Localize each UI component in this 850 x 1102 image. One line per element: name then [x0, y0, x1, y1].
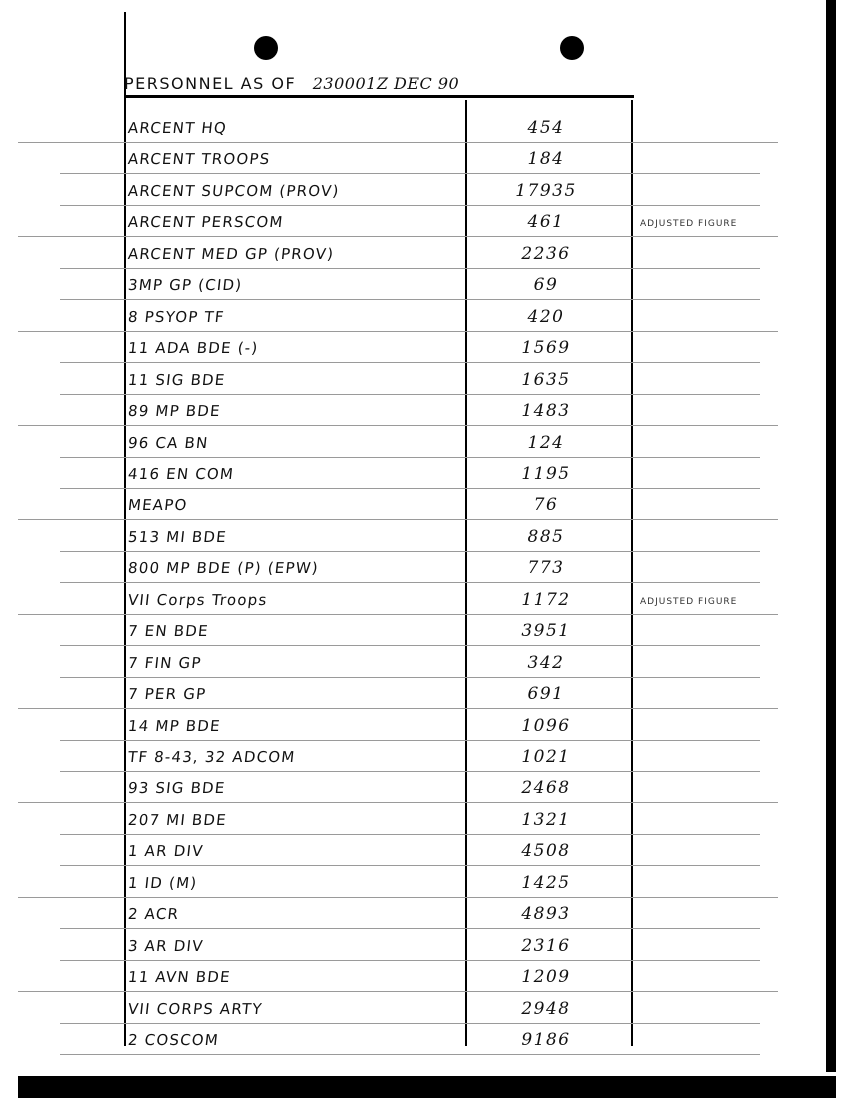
table-row [0, 804, 850, 835]
personnel-count: 2316 [521, 935, 571, 956]
header-date: 230001Z DEC 90 [312, 74, 460, 93]
table-row [0, 112, 850, 143]
personnel-count: 773 [527, 558, 565, 579]
unit-label: ARCENT SUPCOM (PROV) [127, 181, 341, 200]
table-row [0, 206, 850, 237]
unit-label: 14 MP BDE [127, 716, 222, 735]
unit-label: 513 MI BDE [127, 527, 228, 546]
personnel-count: 1172 [521, 589, 571, 610]
unit-label: MEAPO [127, 496, 189, 515]
punch-hole-left [254, 36, 278, 60]
punch-hole-right [560, 36, 584, 60]
header-rule [124, 95, 634, 98]
personnel-count: 1209 [521, 967, 571, 988]
unit-label: 8 PSYOP TF [127, 307, 226, 326]
table-row [0, 584, 850, 615]
personnel-count: 2948 [521, 998, 571, 1019]
personnel-count: 1483 [521, 401, 571, 422]
table-row [0, 489, 850, 520]
personnel-count: 76 [533, 495, 559, 516]
table-row [0, 238, 850, 269]
unit-label: TF 8-43, 32 ADCOM [127, 748, 297, 766]
unit-label: 7 FIN GP [127, 653, 203, 672]
personnel-count: 184 [527, 149, 565, 170]
row-rule [60, 1054, 760, 1055]
adjusted-note: ADJUSTED FIGURE [640, 596, 738, 607]
unit-label: ARCENT PERSCOM [127, 213, 285, 232]
unit-label: 1 AR DIV [127, 842, 205, 861]
unit-label: VII Corps Troops [127, 590, 269, 609]
table-row [0, 301, 850, 332]
table-row [0, 898, 850, 929]
adjusted-note: ADJUSTED FIGURE [640, 219, 738, 230]
table-row [0, 835, 850, 866]
personnel-count: 2236 [521, 243, 571, 264]
unit-label: 11 AVN BDE [127, 968, 232, 987]
personnel-count: 3951 [521, 621, 571, 642]
personnel-count: 1635 [521, 369, 571, 390]
table-row [0, 615, 850, 646]
personnel-count: 420 [527, 306, 565, 327]
table-row [0, 930, 850, 961]
table-row [0, 269, 850, 300]
personnel-count: 691 [527, 684, 565, 705]
personnel-count: 1021 [521, 747, 571, 767]
unit-label: 800 MP BDE (P) (EPW) [127, 559, 320, 578]
unit-label: 3 AR DIV [127, 936, 205, 955]
table-row [0, 867, 850, 898]
table-row [0, 647, 850, 678]
table-row [0, 993, 850, 1024]
personnel-count: 1195 [521, 463, 571, 484]
table-row [0, 710, 850, 741]
personnel-count: 4508 [521, 841, 571, 862]
personnel-count: 9186 [521, 1030, 571, 1051]
unit-label: 2 ACR [127, 905, 181, 924]
table-row [0, 521, 850, 552]
table-row [0, 395, 850, 426]
unit-label: 7 EN BDE [127, 622, 210, 641]
personnel-count: 69 [533, 275, 559, 296]
unit-label: ARCENT TROOPS [127, 150, 272, 169]
personnel-count: 1425 [521, 872, 571, 893]
unit-label: ARCENT HQ [127, 119, 228, 137]
table-row [0, 961, 850, 992]
personnel-count: 885 [527, 526, 565, 547]
table-row [0, 175, 850, 206]
personnel-count: 342 [527, 652, 565, 673]
page-header [124, 74, 459, 93]
table-row [0, 427, 850, 458]
unit-label: 1 ID (M) [127, 873, 199, 892]
table-row [0, 458, 850, 489]
personnel-count: 461 [527, 212, 565, 233]
unit-label: ARCENT MED GP (PROV) [127, 244, 336, 263]
unit-label: 93 SIG BDE [127, 779, 227, 798]
personnel-count: 124 [527, 432, 565, 453]
unit-label: 7 PER GP [127, 685, 208, 704]
unit-label: VII CORPS ARTY [127, 999, 264, 1018]
personnel-count: 454 [527, 118, 565, 138]
table-row [0, 143, 850, 174]
table-row [0, 364, 850, 395]
unit-label: 96 CA BN [127, 433, 210, 452]
table-row [0, 332, 850, 363]
table-row [0, 552, 850, 583]
personnel-count: 2468 [521, 778, 571, 799]
table-row [0, 772, 850, 803]
personnel-count: 1321 [521, 809, 571, 830]
personnel-count: 1569 [521, 338, 571, 359]
header-title: PERSONNEL AS OF [124, 74, 297, 93]
unit-label: 11 ADA BDE (-) [127, 339, 260, 358]
unit-label: 11 SIG BDE [127, 370, 227, 389]
personnel-count: 1096 [521, 715, 571, 736]
personnel-count: 17935 [515, 180, 577, 201]
scan-edge-bottom [18, 1076, 836, 1098]
table-row [0, 1024, 850, 1055]
unit-label: 2 COSCOM [127, 1031, 220, 1050]
unit-label: 89 MP BDE [127, 402, 222, 421]
unit-label: 207 MI BDE [127, 810, 228, 829]
table-row [0, 741, 850, 772]
unit-label: 3MP GP (CID) [127, 276, 244, 295]
personnel-count: 4893 [521, 904, 571, 925]
table-row [0, 678, 850, 709]
unit-label: 416 EN COM [127, 464, 236, 483]
